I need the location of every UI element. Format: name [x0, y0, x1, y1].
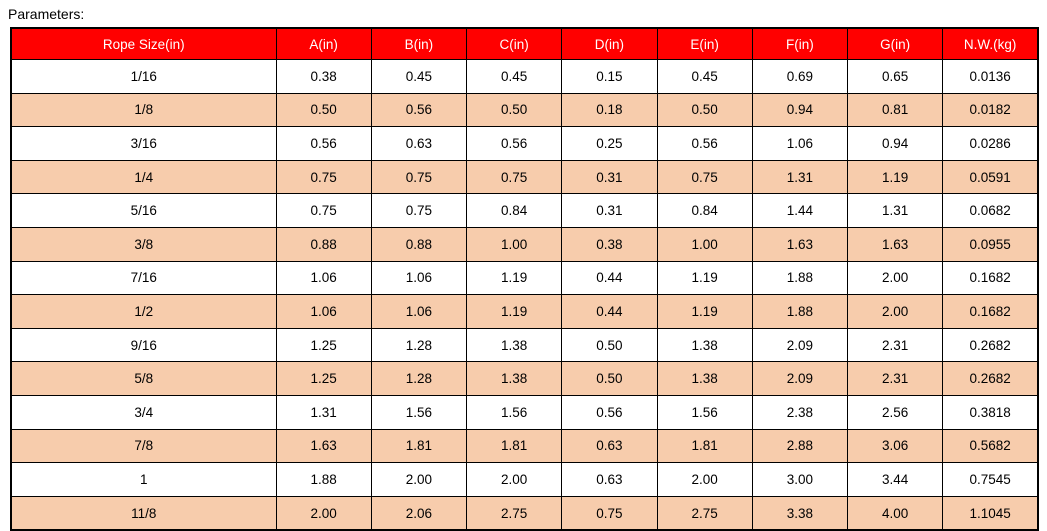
cell-f: 2.09	[752, 328, 847, 362]
cell-g: 1.31	[848, 194, 943, 228]
cell-e: 1.81	[657, 429, 752, 463]
cell-c: 2.00	[467, 463, 562, 497]
cell-f: 2.38	[752, 395, 847, 429]
page-title: Parameters:	[8, 6, 85, 22]
cell-net-weight: 0.0682	[943, 194, 1038, 228]
cell-a: 0.88	[276, 227, 371, 261]
cell-a: 0.75	[276, 160, 371, 194]
cell-g: 2.00	[848, 261, 943, 295]
cell-e: 1.00	[657, 227, 752, 261]
cell-a: 1.06	[276, 261, 371, 295]
cell-c: 0.56	[467, 127, 562, 161]
cell-b: 0.56	[371, 93, 466, 127]
cell-rope-size: 5/16	[11, 194, 276, 228]
cell-net-weight: 0.0286	[943, 127, 1038, 161]
cell-g: 1.63	[848, 227, 943, 261]
cell-net-weight: 0.1682	[943, 295, 1038, 329]
cell-net-weight: 1.1045	[943, 496, 1038, 530]
cell-rope-size: 3/4	[11, 395, 276, 429]
cell-d: 0.38	[562, 227, 657, 261]
cell-e: 0.75	[657, 160, 752, 194]
column-header-e: E(in)	[657, 28, 752, 60]
column-header-f: F(in)	[752, 28, 847, 60]
cell-rope-size: 1/16	[11, 60, 276, 94]
cell-rope-size: 1/8	[11, 93, 276, 127]
cell-d: 0.63	[562, 429, 657, 463]
cell-a: 0.38	[276, 60, 371, 94]
cell-net-weight: 0.0955	[943, 227, 1038, 261]
cell-f: 1.88	[752, 295, 847, 329]
cell-d: 0.31	[562, 160, 657, 194]
cell-f: 1.88	[752, 261, 847, 295]
cell-f: 0.69	[752, 60, 847, 94]
column-header-a: A(in)	[276, 28, 371, 60]
cell-g: 4.00	[848, 496, 943, 530]
cell-e: 2.75	[657, 496, 752, 530]
cell-c: 0.50	[467, 93, 562, 127]
table-row	[11, 160, 1038, 194]
cell-d: 0.50	[562, 328, 657, 362]
cell-c: 1.19	[467, 261, 562, 295]
cell-f: 1.63	[752, 227, 847, 261]
cell-d: 0.63	[562, 463, 657, 497]
cell-rope-size: 7/8	[11, 429, 276, 463]
cell-c: 1.00	[467, 227, 562, 261]
cell-d: 0.50	[562, 362, 657, 396]
cell-e: 1.38	[657, 362, 752, 396]
cell-c: 0.45	[467, 60, 562, 94]
cell-g: 2.00	[848, 295, 943, 329]
cell-rope-size: 3/16	[11, 127, 276, 161]
cell-net-weight: 0.0182	[943, 93, 1038, 127]
table-row	[11, 127, 1038, 161]
column-header-g: G(in)	[848, 28, 943, 60]
cell-rope-size: 7/16	[11, 261, 276, 295]
table-header	[11, 28, 1038, 60]
cell-b: 0.75	[371, 194, 466, 228]
table-row	[11, 93, 1038, 127]
cell-e: 0.84	[657, 194, 752, 228]
cell-a: 1.88	[276, 463, 371, 497]
cell-d: 0.75	[562, 496, 657, 530]
cell-a: 0.56	[276, 127, 371, 161]
cell-b: 0.63	[371, 127, 466, 161]
cell-rope-size: 1/2	[11, 295, 276, 329]
cell-a: 1.63	[276, 429, 371, 463]
cell-d: 0.44	[562, 261, 657, 295]
cell-f: 1.44	[752, 194, 847, 228]
cell-c: 0.75	[467, 160, 562, 194]
cell-e: 1.19	[657, 295, 752, 329]
table-header-row	[11, 28, 1038, 60]
cell-d: 0.18	[562, 93, 657, 127]
cell-g: 1.19	[848, 160, 943, 194]
cell-net-weight: 0.7545	[943, 463, 1038, 497]
cell-b: 1.28	[371, 328, 466, 362]
table-row	[11, 362, 1038, 396]
cell-rope-size: 1/4	[11, 160, 276, 194]
cell-net-weight: 0.1682	[943, 261, 1038, 295]
cell-b: 1.06	[371, 295, 466, 329]
cell-a: 2.00	[276, 496, 371, 530]
cell-a: 1.25	[276, 328, 371, 362]
cell-e: 1.38	[657, 328, 752, 362]
cell-d: 0.31	[562, 194, 657, 228]
cell-e: 0.56	[657, 127, 752, 161]
cell-net-weight: 0.0591	[943, 160, 1038, 194]
cell-c: 0.84	[467, 194, 562, 228]
cell-c: 1.56	[467, 395, 562, 429]
table-row	[11, 295, 1038, 329]
table-row	[11, 60, 1038, 94]
cell-a: 1.31	[276, 395, 371, 429]
cell-rope-size: 1	[11, 463, 276, 497]
column-header-b: B(in)	[371, 28, 466, 60]
cell-g: 2.31	[848, 328, 943, 362]
column-header-d: D(in)	[562, 28, 657, 60]
cell-b: 2.00	[371, 463, 466, 497]
cell-d: 0.44	[562, 295, 657, 329]
cell-g: 3.06	[848, 429, 943, 463]
table-row	[11, 463, 1038, 497]
table-body	[11, 60, 1038, 531]
cell-b: 0.45	[371, 60, 466, 94]
cell-c: 2.75	[467, 496, 562, 530]
cell-b: 0.75	[371, 160, 466, 194]
cell-e: 2.00	[657, 463, 752, 497]
cell-b: 1.28	[371, 362, 466, 396]
table-row	[11, 429, 1038, 463]
cell-f: 3.00	[752, 463, 847, 497]
table-row	[11, 261, 1038, 295]
cell-e: 0.45	[657, 60, 752, 94]
cell-f: 3.38	[752, 496, 847, 530]
table-row	[11, 227, 1038, 261]
cell-g: 3.44	[848, 463, 943, 497]
table-row	[11, 395, 1038, 429]
cell-g: 0.81	[848, 93, 943, 127]
cell-c: 1.19	[467, 295, 562, 329]
cell-b: 2.06	[371, 496, 466, 530]
cell-b: 1.06	[371, 261, 466, 295]
cell-g: 2.56	[848, 395, 943, 429]
cell-g: 0.65	[848, 60, 943, 94]
cell-net-weight: 0.2682	[943, 328, 1038, 362]
table-row	[11, 328, 1038, 362]
cell-g: 2.31	[848, 362, 943, 396]
cell-rope-size: 3/8	[11, 227, 276, 261]
cell-d: 0.15	[562, 60, 657, 94]
cell-net-weight: 0.5682	[943, 429, 1038, 463]
cell-a: 0.75	[276, 194, 371, 228]
cell-f: 2.88	[752, 429, 847, 463]
cell-f: 0.94	[752, 93, 847, 127]
cell-d: 0.25	[562, 127, 657, 161]
cell-rope-size: 5/8	[11, 362, 276, 396]
cell-b: 0.88	[371, 227, 466, 261]
parameters-table	[10, 27, 1039, 531]
cell-f: 2.09	[752, 362, 847, 396]
cell-g: 0.94	[848, 127, 943, 161]
cell-c: 1.38	[467, 362, 562, 396]
cell-a: 1.25	[276, 362, 371, 396]
column-header-net-weight: N.W.(kg)	[943, 28, 1038, 60]
cell-d: 0.56	[562, 395, 657, 429]
cell-rope-size: 9/16	[11, 328, 276, 362]
cell-f: 1.06	[752, 127, 847, 161]
cell-a: 1.06	[276, 295, 371, 329]
cell-net-weight: 0.0136	[943, 60, 1038, 94]
cell-e: 1.56	[657, 395, 752, 429]
cell-c: 1.38	[467, 328, 562, 362]
cell-c: 1.81	[467, 429, 562, 463]
cell-b: 1.56	[371, 395, 466, 429]
cell-f: 1.31	[752, 160, 847, 194]
column-header-rope-size: Rope Size(in)	[11, 28, 276, 60]
cell-rope-size: 11/8	[11, 496, 276, 530]
table-row	[11, 496, 1038, 530]
cell-e: 1.19	[657, 261, 752, 295]
cell-net-weight: 0.2682	[943, 362, 1038, 396]
table-row	[11, 194, 1038, 228]
cell-e: 0.50	[657, 93, 752, 127]
cell-b: 1.81	[371, 429, 466, 463]
column-header-c: C(in)	[467, 28, 562, 60]
cell-a: 0.50	[276, 93, 371, 127]
cell-net-weight: 0.3818	[943, 395, 1038, 429]
